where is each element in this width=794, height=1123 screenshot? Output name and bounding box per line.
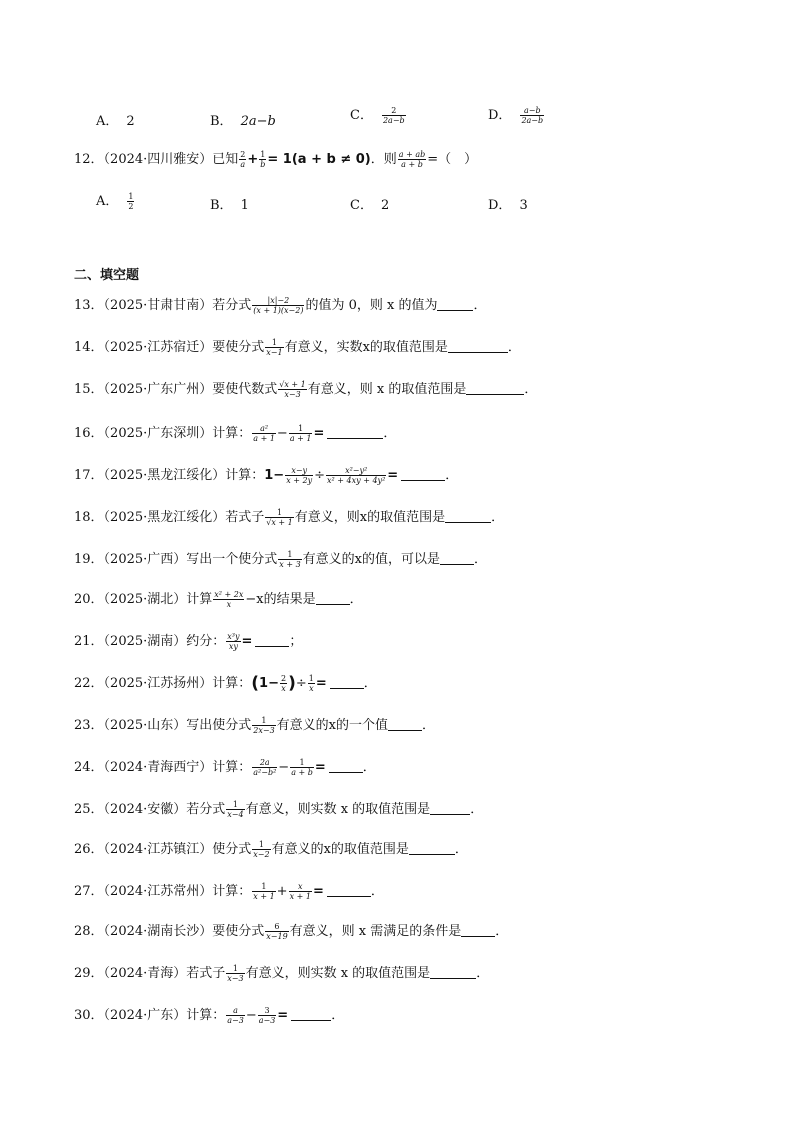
fraction: $\frac{1}{x + 1}$ [253,882,275,901]
q11-option-d [488,104,545,125]
q11-option-b [210,110,276,129]
option-label: B． [210,198,233,213]
question-29: 29．（2024·青海）若式子 $\frac{1}{x-3}$ 有意义，则实数 x 的取值范围是 ． [74,964,490,983]
question-19: 19．（2025·广西）写出一个使分式 $\frac{1}{x + 3}$ 有意义的x的值，可以是 ． [74,550,488,569]
answer-blank[interactable] [327,884,371,897]
fraction: $\frac{1}{x-3}$ [227,964,244,983]
answer-blank[interactable] [445,510,491,523]
fraction: $\frac{2}{a}$ [240,150,246,169]
fraction: $\frac{\text{x³y}}{xy}$ [227,632,240,651]
option-label: D． [488,198,512,213]
question-17: 17．（2025·黑龙江绥化）计算：1− $\frac{x-y}{x + 2y}$ ÷ $\frac{\text{x²−y²}}{\text{x² + 4xy + 4y²}}$ = ． [74,466,459,485]
question-14: 14．（2025·江苏宿迁）要使分式 $\frac{1}{x-1}$ 有意义，实数x的取值范围是 ． [74,338,521,357]
fraction: $\frac{1}{x + 3}$ [279,550,301,569]
q12-option-c: C． 2 [350,198,390,213]
question-26: 26．（2024·江苏镇江）使分式 $\frac{1}{x-2}$ 有意义的x的取值范围是 ． [74,840,468,859]
fraction: $\frac{a-b}{2a-b}$ [521,106,544,125]
fraction: $\frac{1}{2x-3}$ [253,716,275,735]
answer-blank[interactable] [466,382,524,395]
fraction: $\frac{\text{a²}}{a + 1}$ [253,424,275,443]
question-28: 28．（2024·湖南长沙）要使分式 $\frac{6}{x-19}$ 有意义，则 x 需满足的条件是 ． [74,922,509,941]
answer-blank[interactable] [448,340,508,353]
answer-blank[interactable] [388,718,422,731]
option-label: A． [96,194,119,209]
answer-blank[interactable] [327,426,383,439]
question-16: 16．（2025·广东深圳）计算： $\frac{\text{a²}}{a + 1}$ − $\frac{1}{a + 1}$ = ． [74,424,397,443]
answer-blank[interactable] [291,1008,331,1021]
question-21: 21．（2025·湖南）约分： $\frac{\text{x³y}}{xy}$ = ； [74,632,303,651]
option-value: 2 [126,114,135,129]
question-text: 12．（2024·四川雅安）已知 [74,152,239,167]
answer-blank[interactable] [437,298,473,311]
fraction: $\frac{1}{2}$ [128,192,134,211]
option-label: A． [96,114,119,129]
option-label: B． [210,114,233,129]
fraction: $\frac{\text{x²−y²}}{\text{x² + 4xy + 4y²}}$ [327,466,386,485]
fraction: $\frac{2}{2a-b}$ [382,106,405,125]
q12-option-b: B． 1 [210,198,249,213]
fraction: $\frac{1}{x-1}$ [266,338,283,357]
option-label: C． [350,108,373,123]
fraction: $\frac{1}{a + 1}$ [289,424,312,443]
fraction: $\frac{2a}{\text{a²−b²}}$ [253,758,277,777]
fraction: $\frac{1}{a + b}$ [291,758,313,777]
answer-blank[interactable] [440,552,474,565]
fraction: $\frac{\text{x² + 2x}}{x}$ [214,590,244,609]
question-25: 25．（2024·安徽）若分式 $\frac{1}{x-4}$ 有意义，则实数 x 的取值范围是 ． [74,800,484,819]
answer-blank[interactable] [329,760,363,773]
fraction: $\frac{1}{b}$ [260,150,266,169]
fraction: $\frac{a}{a-3}$ [227,1006,244,1025]
question-18: 18．（2025·黑龙江绥化）若式子 $\frac{1}{√x + 1}$ 有意义，则x的取值范围是 ． [74,508,505,527]
question-27: 27．（2024·江苏常州）计算： $\frac{1}{x + 1}$ + $\frac{x}{x + 1}$ = ． [74,882,384,901]
question-13: 13．（2025·甘肃甘南）若分式 $\frac{|x|-2}{(x + 1)(x-2)}$ 的值为 0，则 x 的值为 ． [74,296,487,315]
q12-option-d: D． 3 [488,198,528,213]
answer-blank[interactable] [430,802,470,815]
question-30: 30．（2024·广东）计算： $\frac{a}{a-3}$ − $\frac{3}{a-3}$ = ． [74,1006,345,1025]
answer-blank[interactable] [255,634,289,647]
option-value: 2a−b [240,114,276,129]
q11-option-a [96,110,135,129]
fraction: $\frac{1}{x}$ [308,674,314,693]
section-title: 二、填空题 [74,268,140,283]
fraction: $\frac{|x|-2}{(x + 1)(x-2)}$ [253,296,304,315]
fraction: $\frac{2}{x}$ [281,674,287,693]
answer-blank[interactable] [461,924,495,937]
fraction: $\frac{1}{x-2}$ [253,840,270,859]
fraction: $\frac{a + ab}{a + b}$ [398,150,426,169]
fraction: $\frac{x}{x + 1}$ [289,882,311,901]
option-label: D． [488,108,512,123]
fraction: $\frac{1}{√x + 1}$ [266,508,293,527]
fraction: $\frac{√x + 1}{x-3}$ [279,380,306,399]
question-12: 12．（2024·四川雅安）已知 $\frac{2}{a}$ + $\frac{1}{b}$ = 1(a + b ≠ 0)．则 $\frac{a + ab}{a + b}$ =（ ） [74,150,478,169]
option-label: C． [350,198,373,213]
fraction: $\frac{1}{x-4}$ [227,800,244,819]
answer-blank[interactable] [401,468,445,481]
q12-option-a [96,190,135,211]
answer-blank[interactable] [316,592,350,605]
fraction: $\frac{x-y}{x + 2y}$ [286,466,313,485]
question-15: 15．（2025·广东广州）要使代数式 $\frac{√x + 1}{x-3}$ 有意义，则 x 的取值范围是 ． [74,380,538,399]
fraction: $\frac{6}{x-19}$ [266,922,288,941]
answer-blank[interactable] [430,966,476,979]
answer-blank[interactable] [330,676,364,689]
question-22: 22．（2025·江苏扬州）计算：(1− $\frac{2}{x}$ )÷ $\frac{1}{x}$ = ． [74,673,377,694]
question-23: 23．（2025·山东）写出使分式 $\frac{1}{2x-3}$ 有意义的x的一个值 ． [74,716,436,735]
fraction: $\frac{3}{a-3}$ [258,1006,276,1025]
question-24: 24．（2024·青海西宁）计算： $\frac{2a}{\text{a²−b²}}$ − $\frac{1}{a + b}$ = ． [74,758,376,777]
question-20: 20．（2025·湖北）计算 $\frac{\text{x² + 2x}}{x}$ −x的结果是 ． [74,590,363,609]
q11-option-c [350,104,407,125]
answer-blank[interactable] [409,842,455,855]
